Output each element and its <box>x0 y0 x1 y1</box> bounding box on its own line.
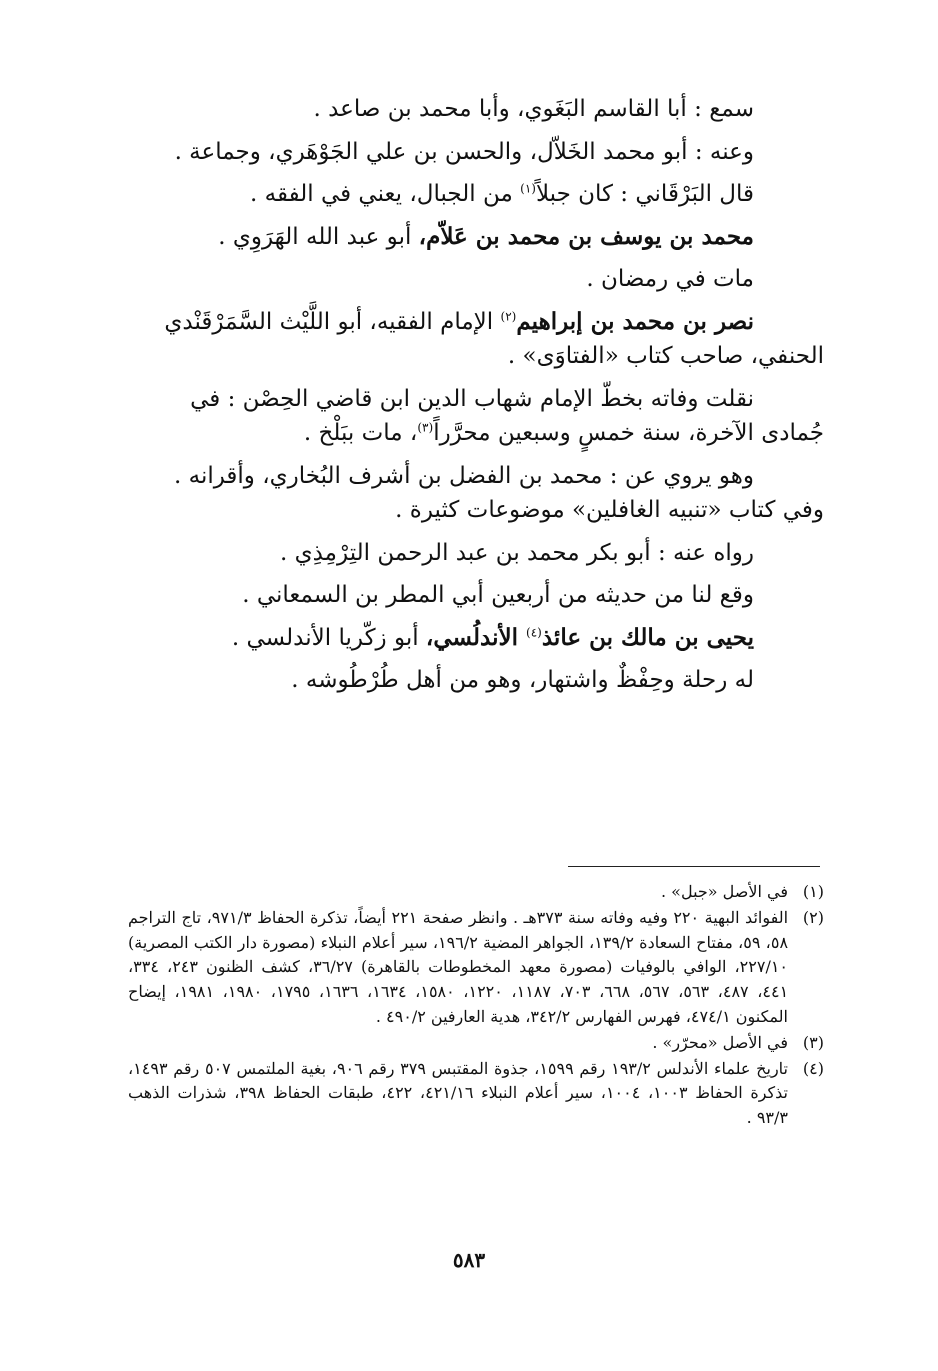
paragraph-text: سمع : أبا القاسم البَغَوي، وأبا محمد بن صاعد . <box>313 96 754 122</box>
paragraph-text: ، مات ببَلْخ . <box>303 420 418 446</box>
footnote-number: (٣) <box>802 1032 824 1052</box>
footnote-text: تاريخ علماء الأندلس ١٩٣/٢ رقم ١٥٩٩، جذوة المقتبس ٣٧٩ رقم ٩٠٦، بغية الملتمس ٥٠٧ رقم ١٤٩٣، تذكرة الحفاظ ١٠٠٣، ١٠٠٤، سير أعلام النبلاء ٤٢١/١٦، ٤٢٢، طبقات الحفاظ ٣٩٨، شذرات الذهب ٩٣/٣ . <box>128 1058 789 1128</box>
footnote-number: (٢) <box>802 907 824 927</box>
footnote <box>128 1031 824 1056</box>
footnote-ref: (٤) <box>526 624 542 639</box>
entry-name: الأندلُسي، <box>425 623 527 651</box>
footnote <box>128 880 824 905</box>
paragraph <box>128 459 824 528</box>
paragraph-text: مات في رمضان . <box>586 266 754 292</box>
paragraph <box>128 305 824 374</box>
footnote-ref: (٣) <box>417 420 434 435</box>
footnote <box>128 906 824 1030</box>
paragraph-text: من الجبال، يعني في الفقه . <box>250 181 521 207</box>
paragraph <box>128 621 824 656</box>
footnote-text: الفوائد البهية ٢٢٠ وفيه وفاته سنة ٣٧٣هـ . وانظر صفحة ٢٢١ أيضاً، تذكرة الحفاظ ٩٧١/٣، تاج التراجم ٥٨، ٥٩، مفتاح السعادة ١٣٩/٢، الجواهر المضية ١٩٦/٢، سير أعلام النبلاء (مصورة دار الكتب المصرية) ٢٢٧/١٠، الوافي بالوفيات (مصورة معهد المخطوطات بالقاهرة) ٣٦/٢٧، كشف الظنون ٢٤٣، ٣٣٤، ٤٤١، ٤٨٧، ٥٦٣، ٥٦٧، ٦٦٨، ٧٠٣، ١١٨٧، ١٢٢٠، ١٥٨٠، ١٦٣٤، ١٦٣٦، ١٧٩٥، ١٩٨٠، ١٩٨١، إيضاح المكنون ٤٧٤/١، فهرس الفهارس ٣٤٢/٢، هدية العارفين ٤٩٠/٢ . <box>128 907 789 1026</box>
page-number: ٥٨٣ <box>452 1248 486 1272</box>
paragraph <box>128 536 824 571</box>
paragraph-text: وهو يروي عن : محمد بن الفضل بن أشرف البُخاري، وأقرانه . وفي كتاب «تنبيه الغافلين» موضوعات كثيرة . <box>173 462 824 523</box>
footnote-ref: (١) <box>520 181 536 196</box>
footnote <box>128 1057 824 1131</box>
paragraph <box>128 92 824 127</box>
paragraph <box>128 382 824 451</box>
paragraph-text: وعنه : أبو محمد الخَلاّل، والحسن بن علي الجَوْهَري، وجماعة . <box>174 138 754 165</box>
footnotes <box>128 880 824 1132</box>
paragraph <box>128 177 824 212</box>
paragraph-text: أبو عبد الله الهَرَوِي . <box>218 223 419 250</box>
paragraph <box>128 220 824 255</box>
main-text <box>128 92 824 706</box>
paragraph-text: نقلت وفاته بخطّ الإمام شهاب الدين ابن قاضي الحِصْن : في جُمادى الآخرة، سنة خمسٍ وسبعين محرَّراً <box>190 385 824 446</box>
paragraph <box>128 663 824 698</box>
paragraph <box>128 262 824 297</box>
entry-name: نصر بن محمد بن إبراهيم <box>516 307 754 335</box>
paragraph-text: الإمام الفقيه، أبو اللَّيْث السَّمَرْقَنْدي الحنفي، صاحب كتاب «الفتاوَى» . <box>164 308 824 369</box>
footnote-text: في الأصل «جبل» . <box>660 882 788 901</box>
entry-name: محمد بن يوسف بن محمد بن عَلاّم، <box>418 222 754 250</box>
footnote-number: (١) <box>802 882 824 901</box>
paragraph-text: وقع لنا من حديثه من أربعين أبي المطر بن السمعاني . <box>242 582 754 608</box>
entry-name: يحيى بن مالك بن عائذ <box>541 623 754 651</box>
footnote-text: في الأصل «محرّر» . <box>652 1032 788 1052</box>
footnote-divider <box>568 866 820 867</box>
paragraph-text: رواه عنه : أبو بكر محمد بن عبد الرحمن التِرْمِذِي . <box>279 539 754 566</box>
footnote-ref: (٢) <box>500 308 517 323</box>
paragraph-text: قال البَرْقَاني : كان جبلاً <box>535 181 754 207</box>
paragraph <box>128 135 824 170</box>
paragraph-text: له رحلة وحِفْظٌ واشتهار، وهو من أهل طُرْطُوشه . <box>291 667 754 693</box>
paragraph <box>128 578 824 613</box>
paragraph-text: أبو زكّريا الأندلسي . <box>231 624 426 651</box>
footnote-number: (٤) <box>802 1058 824 1078</box>
